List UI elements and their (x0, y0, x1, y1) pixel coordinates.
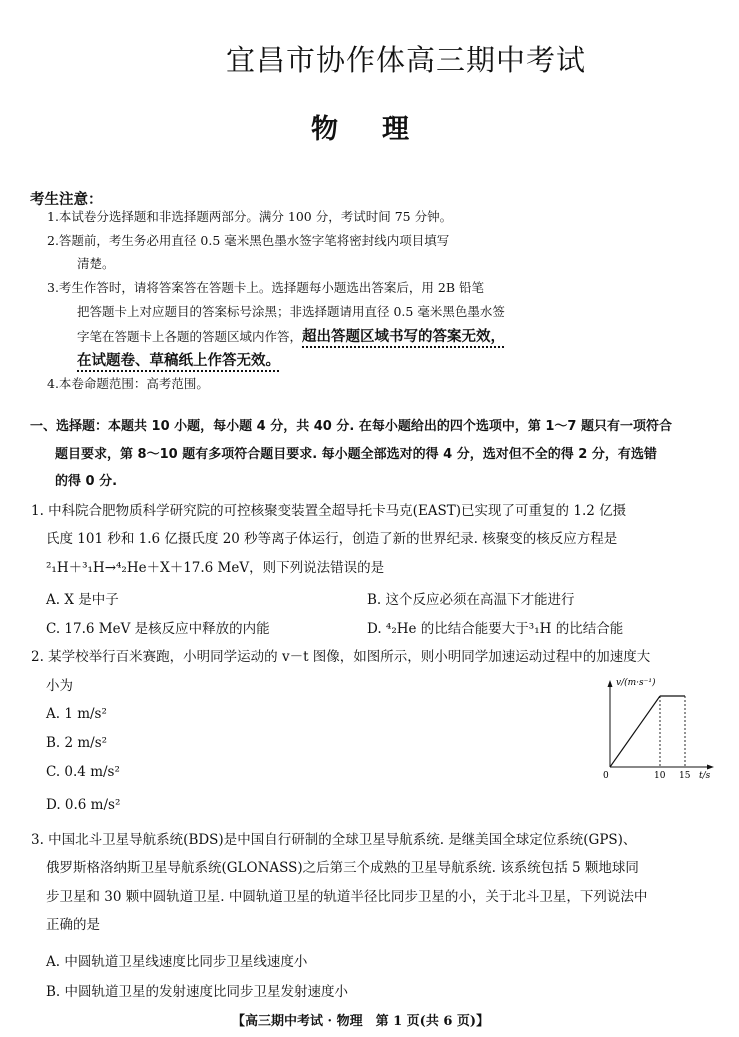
q2-option-a: A. 1 m/s² (46, 706, 107, 722)
graph-accel-segment (610, 696, 660, 767)
q3-stem-line-2: 俄罗斯格洛纳斯卫星导航系统(GLONASS)之后第三个成熟的卫星导航系统. 该系统包括 5 颗地球同 (46, 860, 639, 876)
q2-option-b: B. 2 m/s² (46, 735, 108, 751)
q3-option-a: A. 中圆轨道卫星线速度比同步卫星线速度小 (46, 954, 308, 970)
q1-option-a: A. X 是中子 (46, 592, 119, 608)
notice-item-3-cont: 把答题卡上对应题目的答案标号涂黑；非选择题请用直径 0.5 毫米黑色墨水签 (77, 304, 505, 319)
q1-option-c: C. 17.6 MeV 是核反应中释放的内能 (46, 621, 270, 637)
notice-heading: 考生注意： (30, 191, 103, 208)
page-footer: 【高三期中考试 · 物理 第 1 页(共 6 页)】 (232, 1014, 490, 1029)
q1-option-d: D. ⁴₂He 的比结合能要大于³₁H 的比结合能 (367, 621, 624, 637)
q3-option-b: B. 中圆轨道卫星的发射速度比同步卫星发射速度小 (46, 984, 349, 1000)
notice-emphasis-1: 超出答题区域书写的答案无效， (302, 329, 506, 345)
q1-stem-line-2: 氏度 101 秒和 1.6 亿摄氏度 20 秒等离子体运行，创造了新的世界纪录. 核聚变的核反应方程是 (46, 531, 618, 547)
q3-stem-line-1: 3. 中国北斗卫星导航系统(BDS)是中国自行研制的全球卫星导航系统. 是继美国全球定位系统(GPS)、 (31, 832, 637, 848)
q2-stem-line-1: 2. 某学校举行百米赛跑，小明同学运动的 v－t 图像，如图所示，则小明同学加速运动过程中的加速度大 (31, 649, 651, 665)
notice-item-3: 3.考生作答时，请将答案答在答题卡上。选择题每小题选出答案后，用 2B 铅笔 (47, 280, 485, 295)
exam-title: 宜昌市协作体高三期中考试 (226, 43, 587, 77)
subject-title: 物理 (311, 114, 453, 145)
q3-stem-line-4: 正确的是 (46, 917, 100, 933)
q2-stem-line-2: 小为 (46, 678, 73, 694)
v-t-graph (598, 672, 718, 782)
q2-option-c: C. 0.4 m/s² (46, 764, 120, 780)
notice-item-3-text: 字笔在答题卡上各题的答题区域内作答， (77, 329, 303, 344)
graph-y-label: v/(m·s⁻¹) (616, 678, 656, 688)
q1-stem-line-1: 1. 中科院合肥物质科学研究院的可控核聚变装置全超导托卡马克(EAST)已实现了可重复的 1.2 亿摄 (31, 503, 627, 519)
graph-x-label: t/s (699, 771, 711, 781)
section-1-instructions-line-1: 一、选择题：本题共 10 小题，每小题 4 分，共 40 分. 在每小题给出的四个选项中，第 1～7 题只有一项符合 (30, 419, 672, 434)
graph-tick-10: 10 (654, 771, 666, 781)
graph-y-arrow (608, 680, 613, 687)
graph-origin-label: 0 (603, 771, 609, 781)
q1-stem-line-3: ²₁H＋³₁H→⁴₂He＋X＋17.6 MeV，则下列说法错误的是 (46, 560, 385, 576)
q2-option-d: D. 0.6 m/s² (46, 797, 121, 813)
notice-item-3-cont2 (77, 325, 505, 349)
graph-x-arrow (707, 765, 714, 770)
notice-item-2-cont: 清楚。 (77, 256, 115, 271)
q1-option-b: B. 这个反应必须在高温下才能进行 (367, 592, 575, 608)
graph-tick-15: 15 (679, 771, 691, 781)
section-1-instructions-line-3: 的得 0 分. (55, 474, 118, 489)
notice-emphasis-2: 在试题卷、草稿纸上作答无效。 (77, 353, 280, 369)
section-1-instructions-line-2: 题目要求，第 8～10 题有多项符合题目要求. 每小题全部选对的得 4 分，选对但不全的得 2 分，有选错 (55, 447, 657, 462)
notice-item-4: 4.本卷命题范围：高考范围。 (47, 376, 209, 391)
notice-item-1: 1.本试卷分选择题和非选择题两部分。满分 100 分，考试时间 75 分钟。 (47, 209, 453, 224)
notice-item-2: 2.答题前，考生务必用直径 0.5 毫米黑色墨水签字笔将密封线内项目填写 (47, 233, 450, 248)
q3-stem-line-3: 步卫星和 30 颗中圆轨道卫星. 中圆轨道卫星的轨道半径比同步卫星的小，关于北斗卫星，下列说法中 (46, 889, 648, 905)
notice-item-3-cont3 (77, 349, 280, 373)
